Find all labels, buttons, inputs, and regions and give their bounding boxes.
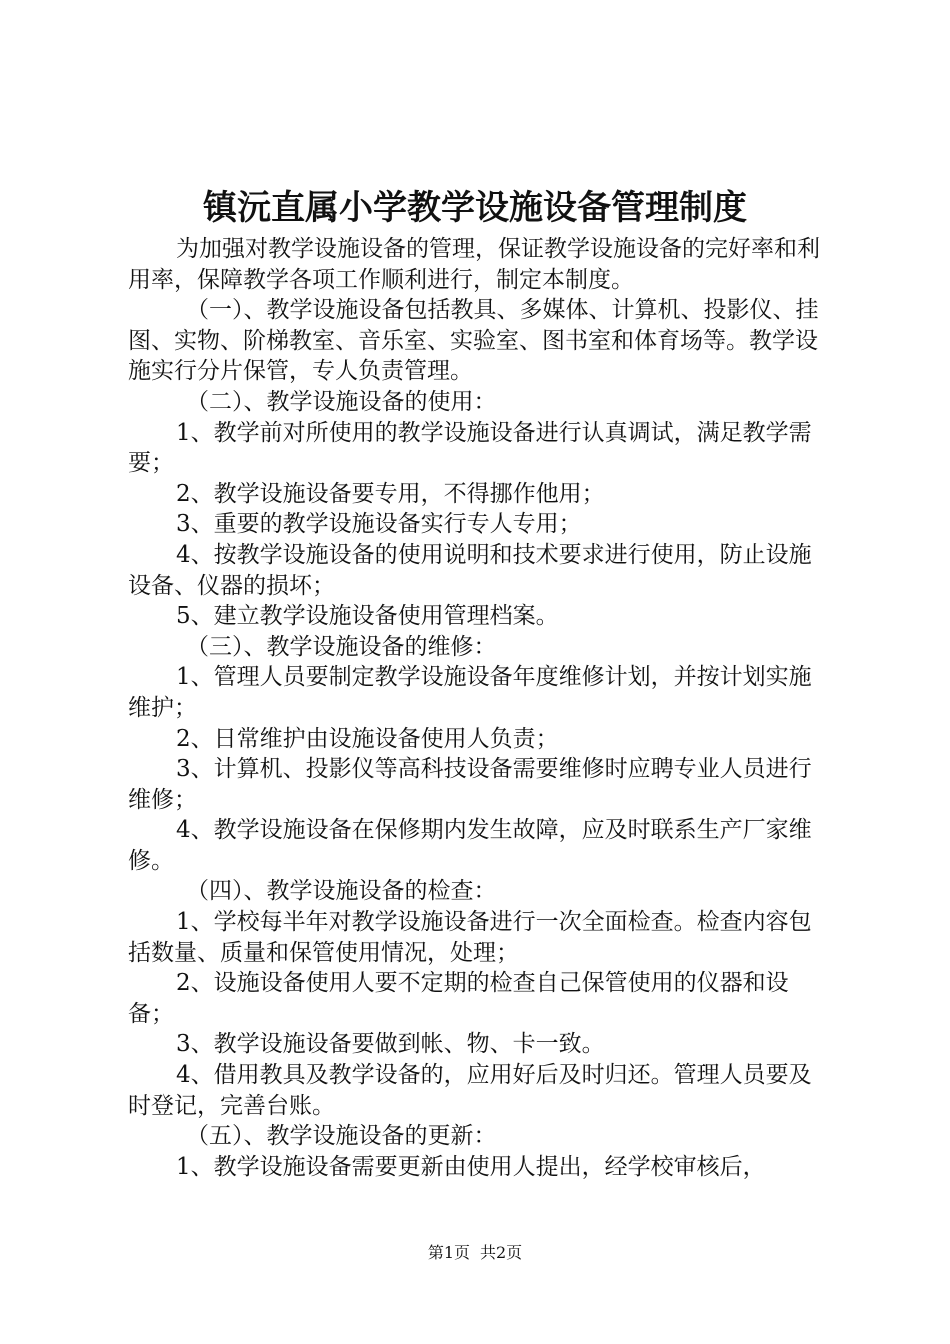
list-item: 1、管理人员要制定教学设施设备年度维修计划，并按计划实施维护； xyxy=(128,664,812,721)
list-item: 4、教学设施设备在保修期内发生故障，应及时联系生产厂家维修。 xyxy=(128,817,812,874)
page-footer xyxy=(0,1243,950,1263)
list-item: 4、借用教具及教学设备的，应用好后及时归还。管理人员要及时登记，完善台账。 xyxy=(128,1062,812,1119)
list-item: 1、学校每半年对教学设施设备进行一次全面检查。检查内容包括数量、质量和保管使用情况，处理； xyxy=(128,909,812,966)
page-number: 第1页 xyxy=(427,1243,470,1262)
section-heading: （四）、教学设施设备的检查： xyxy=(186,878,497,905)
list-item: 1、教学设施设备需要更新由使用人提出，经学校审核后， xyxy=(176,1153,766,1180)
list-item: 5、建立教学设施设备使用管理档案。 xyxy=(176,603,559,630)
list-item: 2、教学设施设备要专用，不得挪作他用； xyxy=(176,480,605,507)
page-total: 共2页 xyxy=(480,1243,523,1262)
section-heading: （二）、教学设施设备的使用： xyxy=(186,388,497,415)
list-item: 3、重要的教学设施设备实行专人专用； xyxy=(176,511,582,538)
section-heading: （五）、教学设施设备的更新： xyxy=(186,1123,497,1150)
list-item: 4、按教学设施设备的使用说明和技术要求进行使用，防止设施设备、仪器的损坏； xyxy=(128,541,812,599)
section-heading: （三）、教学设施设备的维修： xyxy=(186,633,497,660)
document-title: 镇沅直属小学教学设施设备管理制度 xyxy=(203,188,747,228)
section-heading: （一）、教学设施设备包括教具、多媒体、计算机、投影仪、挂图、实物、阶梯教室、音乐室、实验室、图书室和体育场等。教学设施实行分片保管，专人负责管理。 xyxy=(128,297,819,385)
list-item: 3、计算机、投影仪等高科技设备需要维修时应聘专业人员进行维修； xyxy=(128,756,812,813)
document-body xyxy=(128,234,832,1182)
paragraph: 为加强对教学设施设备的管理，保证教学设施设备的完好率和利用率，保障教学各项工作顺利进行，制定本制度。 xyxy=(128,236,820,293)
list-item: 3、教学设施设备要做到帐、物、卡一致。 xyxy=(176,1031,605,1058)
list-item: 1、教学前对所使用的教学设施设备进行认真调试，满足教学需要； xyxy=(128,419,812,477)
list-item: 2、日常维护由设施设备使用人负责； xyxy=(176,725,559,752)
list-item: 2、设施设备使用人要不定期的检查自己保管使用的仪器和设备； xyxy=(128,970,789,1027)
